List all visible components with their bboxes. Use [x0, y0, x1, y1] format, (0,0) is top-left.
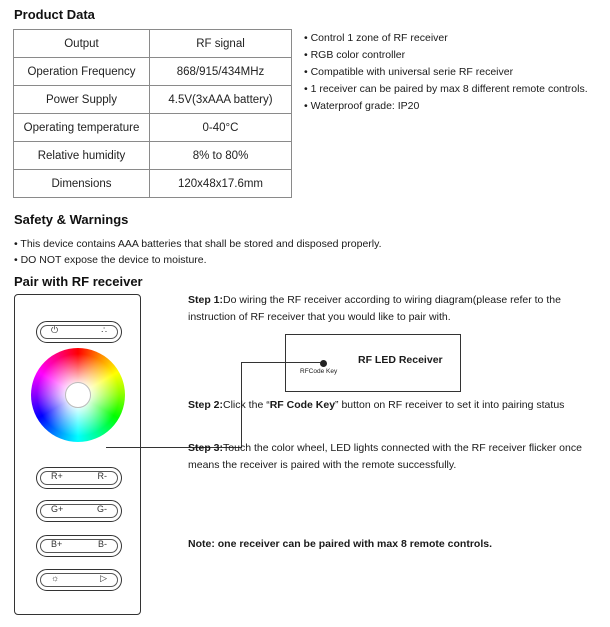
table-row: [14, 58, 292, 86]
spec-label: Operation Frequency: [14, 58, 150, 86]
spec-label: Output: [14, 30, 150, 58]
warning-list: [14, 236, 382, 268]
product-data-heading: Product Data: [14, 7, 95, 22]
spec-label: Dimensions: [14, 170, 150, 198]
table-row: [14, 30, 292, 58]
mode-icon: ∴: [101, 325, 107, 335]
power-icon: ⏻: [51, 325, 59, 335]
step-2-text-end: ” button on RF receiver to set it into pairing status: [335, 399, 565, 411]
step-1-label: Step 1:: [188, 294, 224, 306]
spec-table: [13, 29, 292, 198]
spec-value: 4.5V(3xAAA battery): [150, 86, 292, 114]
brightness-play-button[interactable]: [36, 569, 122, 591]
receiver-title: RF LED Receiver: [358, 354, 443, 366]
step-2-label: Step 2:: [188, 399, 224, 411]
spec-label: Power Supply: [14, 86, 150, 114]
table-row: [14, 114, 292, 142]
spec-label: Operating temperature: [14, 114, 150, 142]
blue-up-label: B+: [51, 539, 63, 549]
color-wheel[interactable]: [31, 348, 125, 442]
spec-value: 8% to 80%: [150, 142, 292, 170]
spec-value: 0-40°C: [150, 114, 292, 142]
power-mode-button[interactable]: [36, 321, 122, 343]
blue-button[interactable]: [36, 535, 122, 557]
table-row: [14, 86, 292, 114]
table-row: [14, 142, 292, 170]
connector-line: [241, 362, 321, 363]
spec-value: RF signal: [150, 30, 292, 58]
step-3-text: Touch the color wheel, LED lights connected with the RF receiver flicker once means the receiver is paired with the remote successfully.: [188, 442, 582, 471]
step-2: [188, 397, 598, 414]
play-icon: ▷: [100, 573, 107, 583]
step-2-text: Click the “: [223, 399, 270, 411]
list-item: • 1 receiver can be paired by max 8 different remote controls.: [304, 81, 588, 98]
spec-label: Relative humidity: [14, 142, 150, 170]
pair-heading: Pair with RF receiver: [14, 274, 143, 289]
rf-code-key-dot[interactable]: [320, 360, 327, 367]
red-up-label: R+: [51, 471, 63, 481]
step-2-bold: RF Code Key: [269, 399, 336, 411]
rf-receiver-box: [285, 334, 461, 392]
spec-value: 868/915/434MHz: [150, 58, 292, 86]
feature-list: [304, 30, 588, 115]
remote-control: [14, 294, 141, 615]
list-item: • This device contains AAA batteries that shall be stored and disposed properly.: [14, 236, 382, 252]
green-up-label: G+: [51, 504, 64, 514]
step-3: [188, 440, 593, 474]
green-button[interactable]: [36, 500, 122, 522]
list-item: • RGB color controller: [304, 47, 588, 64]
list-item: • Control 1 zone of RF receiver: [304, 30, 588, 47]
table-row: [14, 170, 292, 198]
safety-heading: Safety & Warnings: [14, 212, 129, 227]
rf-code-key-label: RFCode Key: [300, 368, 338, 375]
list-item: • Compatible with universal serie RF receiver: [304, 64, 588, 81]
list-item: • Waterproof grade: IP20: [304, 98, 588, 115]
step-3-label: Step 3:: [188, 442, 224, 454]
green-down-label: G-: [97, 504, 107, 514]
pairing-note: Note: one receiver can be paired with max 8 remote controls.: [188, 538, 493, 550]
color-wheel-center: [65, 382, 91, 408]
spec-value: 120x48x17.6mm: [150, 170, 292, 198]
step-1: [188, 292, 593, 326]
list-item: • DO NOT expose the device to moisture.: [14, 252, 382, 268]
step-1-text: Do wiring the RF receiver according to wiring diagram(please refer to the instruction of RF receiver that you would like to pair with.: [188, 294, 561, 323]
blue-down-label: B-: [98, 539, 107, 549]
brightness-icon: ☼: [51, 573, 60, 583]
red-button[interactable]: [36, 467, 122, 489]
red-down-label: R-: [97, 471, 107, 481]
